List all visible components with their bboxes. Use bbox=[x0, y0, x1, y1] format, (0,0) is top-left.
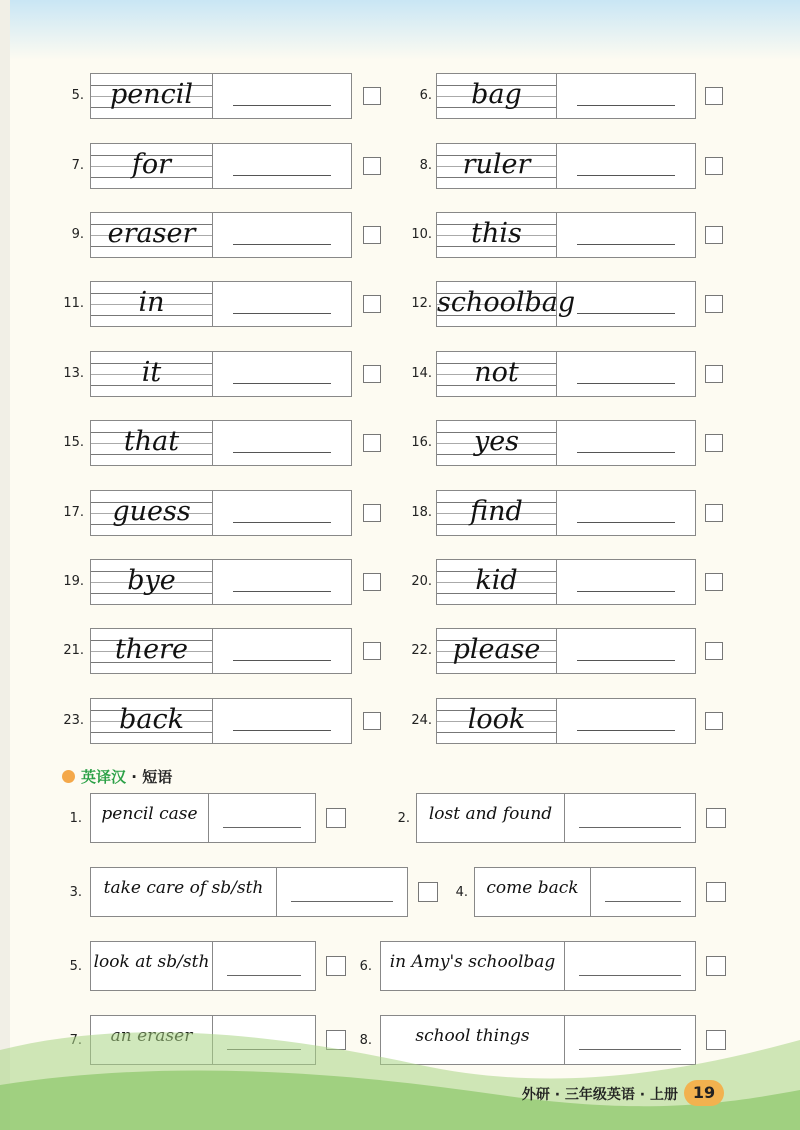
word-row bbox=[0, 143, 800, 191]
item-number: 4. bbox=[455, 885, 468, 900]
word-box bbox=[436, 281, 696, 327]
word-box bbox=[436, 698, 696, 744]
word-cell bbox=[437, 699, 557, 743]
english-word: please bbox=[452, 634, 541, 665]
answer-blank-line bbox=[577, 660, 675, 661]
phrase-row bbox=[0, 941, 800, 993]
word-box bbox=[436, 212, 696, 258]
item-number: 2. bbox=[397, 811, 410, 826]
word-cell bbox=[437, 213, 557, 257]
word-row bbox=[0, 490, 800, 538]
word-row bbox=[0, 281, 800, 329]
item-number: 6. bbox=[359, 959, 372, 974]
word-row bbox=[0, 420, 800, 468]
word-box bbox=[436, 559, 696, 605]
item-number: 24. bbox=[411, 713, 432, 728]
word-cell bbox=[437, 352, 557, 396]
footer-book-title: 外研 · 三年级英语 · 上册 bbox=[521, 1087, 678, 1103]
english-word: that bbox=[123, 426, 180, 457]
english-word: for bbox=[131, 149, 172, 180]
item-number: 20. bbox=[411, 574, 432, 589]
english-phrase: school things bbox=[415, 1026, 530, 1046]
phrase-cell bbox=[417, 794, 565, 842]
word-row bbox=[0, 628, 800, 676]
item-number: 16. bbox=[411, 435, 432, 450]
answer-area[interactable] bbox=[591, 868, 695, 916]
answer-area[interactable] bbox=[557, 352, 695, 396]
phrase-box bbox=[416, 793, 696, 843]
checkbox[interactable] bbox=[706, 956, 726, 976]
answer-blank-line bbox=[577, 105, 675, 106]
answer-area[interactable] bbox=[557, 282, 695, 326]
answer-blank-line bbox=[577, 730, 675, 731]
item-number: 22. bbox=[411, 643, 432, 658]
item-number: 8. bbox=[359, 1033, 372, 1048]
item-number: 7. bbox=[71, 158, 84, 173]
word-box bbox=[436, 351, 696, 397]
section-title bbox=[62, 766, 172, 788]
answer-area[interactable] bbox=[565, 942, 695, 990]
word-row bbox=[0, 73, 800, 121]
item-number: 17. bbox=[63, 505, 84, 520]
answer-area[interactable] bbox=[557, 144, 695, 188]
bullet-dot-icon bbox=[62, 770, 75, 783]
checkbox[interactable] bbox=[705, 642, 723, 660]
answer-blank-line bbox=[577, 522, 675, 523]
checkbox[interactable] bbox=[705, 157, 723, 175]
english-word: schoolbag bbox=[437, 287, 576, 318]
english-word: bag bbox=[471, 79, 522, 110]
grass-hill-decoration bbox=[0, 1010, 800, 1130]
english-word: it bbox=[141, 357, 162, 388]
item-number: 23. bbox=[63, 713, 84, 728]
word-cell bbox=[437, 421, 557, 465]
item-number: 8. bbox=[419, 158, 432, 173]
word-cell bbox=[437, 144, 557, 188]
answer-area[interactable] bbox=[557, 629, 695, 673]
english-word: find bbox=[470, 496, 523, 527]
checkbox[interactable] bbox=[705, 504, 723, 522]
english-phrase: take care of sb/sth bbox=[103, 878, 264, 898]
checkbox[interactable] bbox=[705, 87, 723, 105]
item-number: 12. bbox=[411, 296, 432, 311]
answer-area[interactable] bbox=[557, 560, 695, 604]
item-number: 9. bbox=[71, 227, 84, 242]
section-title-main: 英译汉 bbox=[81, 768, 127, 786]
english-word: eraser bbox=[107, 218, 196, 249]
checkbox[interactable] bbox=[705, 573, 723, 591]
word-box bbox=[436, 420, 696, 466]
english-word: guess bbox=[112, 496, 191, 527]
answer-blank-line bbox=[577, 591, 675, 592]
checkbox[interactable] bbox=[705, 295, 723, 313]
english-word: back bbox=[119, 704, 184, 735]
item-number: 1. bbox=[69, 811, 82, 826]
answer-area[interactable] bbox=[557, 421, 695, 465]
english-word: in bbox=[138, 287, 165, 318]
answer-blank-line bbox=[577, 175, 675, 176]
item-number: 11. bbox=[63, 296, 84, 311]
checkbox[interactable] bbox=[705, 365, 723, 383]
checkbox[interactable] bbox=[705, 226, 723, 244]
answer-blank-line bbox=[577, 452, 675, 453]
english-word: ruler bbox=[462, 149, 531, 180]
checkbox[interactable] bbox=[706, 882, 726, 902]
english-phrase: pencil case bbox=[101, 804, 198, 824]
word-cell bbox=[437, 282, 576, 326]
word-box bbox=[436, 490, 696, 536]
section-title-sub: 短语 bbox=[142, 768, 173, 786]
item-number: 10. bbox=[411, 227, 432, 242]
item-number: 5. bbox=[71, 88, 84, 103]
english-word: this bbox=[471, 218, 522, 249]
answer-area[interactable] bbox=[557, 699, 695, 743]
english-word: there bbox=[114, 634, 189, 665]
item-number: 18. bbox=[411, 505, 432, 520]
item-number: 21. bbox=[63, 643, 84, 658]
english-phrase: look at sb/sth bbox=[93, 952, 210, 972]
item-number: 15. bbox=[63, 435, 84, 450]
word-row bbox=[0, 698, 800, 746]
english-phrase: come back bbox=[486, 878, 579, 898]
answer-blank-line bbox=[577, 244, 675, 245]
answer-blank-line bbox=[605, 901, 681, 902]
english-word: kid bbox=[475, 565, 518, 596]
answer-area[interactable] bbox=[557, 213, 695, 257]
english-word: not bbox=[474, 357, 519, 388]
item-number: 5. bbox=[69, 959, 82, 974]
checkbox[interactable] bbox=[705, 712, 723, 730]
english-word: bye bbox=[127, 565, 176, 596]
answer-area[interactable] bbox=[557, 491, 695, 535]
page-number: 19 bbox=[684, 1080, 724, 1106]
answer-blank-line bbox=[577, 383, 675, 384]
phrase-cell bbox=[381, 942, 565, 990]
english-word: pencil bbox=[109, 79, 194, 110]
word-cell bbox=[437, 74, 557, 118]
item-number: 3. bbox=[69, 885, 82, 900]
word-cell bbox=[437, 629, 557, 673]
english-phrase: lost and found bbox=[428, 804, 553, 824]
word-row bbox=[0, 351, 800, 399]
english-phrase: in Amy's schoolbag bbox=[389, 952, 556, 972]
word-row bbox=[0, 212, 800, 260]
answer-blank-line bbox=[579, 975, 681, 976]
phrase-row bbox=[0, 867, 800, 919]
item-number: 13. bbox=[63, 366, 84, 381]
answer-area[interactable] bbox=[557, 74, 695, 118]
word-box bbox=[436, 73, 696, 119]
top-decoration bbox=[0, 0, 800, 60]
item-number: 19. bbox=[63, 574, 84, 589]
phrase-box bbox=[380, 941, 696, 991]
english-word: yes bbox=[473, 426, 520, 457]
answer-area[interactable] bbox=[565, 794, 695, 842]
answer-blank-line bbox=[579, 827, 681, 828]
section-title-separator: · bbox=[131, 768, 137, 786]
word-box bbox=[436, 143, 696, 189]
word-cell bbox=[437, 560, 557, 604]
word-cell bbox=[437, 491, 557, 535]
checkbox[interactable] bbox=[705, 434, 723, 452]
item-number: 14. bbox=[411, 366, 432, 381]
checkbox[interactable] bbox=[706, 808, 726, 828]
phrase-cell bbox=[475, 868, 591, 916]
word-row bbox=[0, 559, 800, 607]
word-box bbox=[436, 628, 696, 674]
english-word: look bbox=[467, 704, 526, 735]
answer-blank-line bbox=[577, 313, 675, 314]
phrase-row bbox=[0, 793, 800, 845]
item-number: 6. bbox=[419, 88, 432, 103]
phrase-box bbox=[474, 867, 696, 917]
